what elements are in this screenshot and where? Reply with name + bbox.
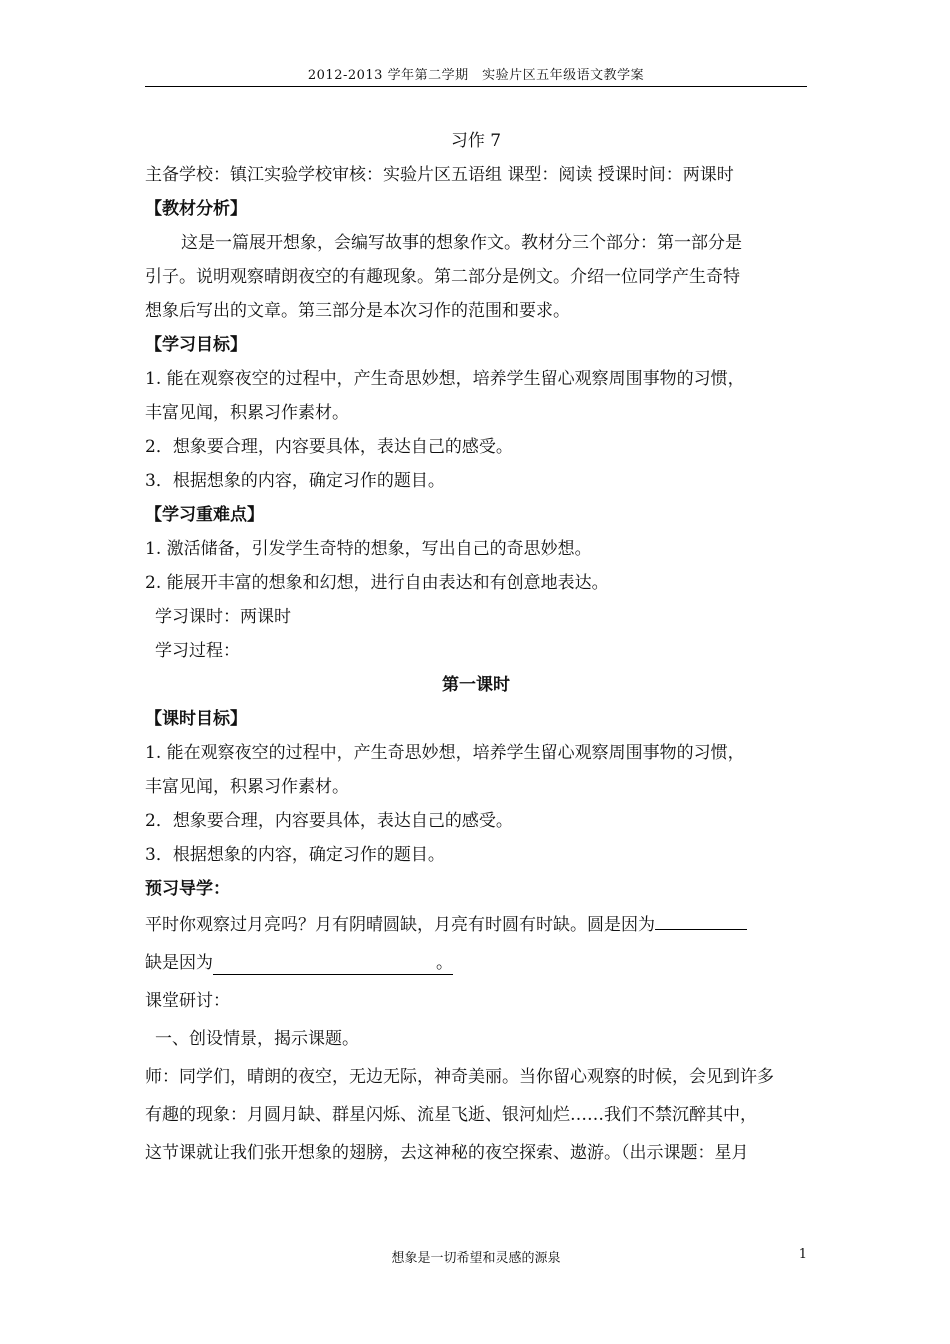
lesson-goals-heading: 【课时目标】 — [145, 709, 247, 729]
blank-end-mark: 。 — [436, 953, 453, 973]
preview-text: 缺是因为 — [145, 953, 213, 973]
fill-blank[interactable] — [655, 907, 747, 930]
preview-line — [145, 944, 807, 982]
fill-blank[interactable] — [213, 952, 453, 975]
preview-heading: 预习导学： — [145, 879, 230, 899]
lesson-goal-item: 3．根据想象的内容，确定习作的题目。 — [145, 845, 445, 865]
goal-item: 1. 能在观察夜空的过程中，产生奇思妙想，培养学生留心观察周围事物的习惯， — [145, 369, 745, 389]
lesson-goal-item: 1. 能在观察夜空的过程中，产生奇思妙想，培养学生留心观察周围事物的习惯， — [145, 743, 745, 763]
analysis-line: 引子。说明观察晴朗夜空的有趣现象。第二部分是例文。介绍一位同学产生奇特 — [145, 267, 740, 287]
doc-title: 习作 7 — [450, 131, 502, 151]
study-hours: 学习课时：两课时 — [155, 607, 291, 627]
teacher-line: 有趣的现象：月圆月缺、群星闪烁、流星飞逝、银河灿烂……我们不禁沉醉其中， — [145, 1105, 757, 1125]
goal-item: 丰富见闻，积累习作素材。 — [145, 403, 349, 423]
goals-heading: 【学习目标】 — [145, 335, 247, 355]
teacher-line: 师：同学们，晴朗的夜空，无边无际，神奇美丽。当你留心观察的时候，会见到许多 — [145, 1067, 774, 1087]
document-body — [145, 124, 807, 1172]
lesson-goal-item: 丰富见闻，积累习作素材。 — [145, 777, 349, 797]
key-points-heading: 【学习重难点】 — [145, 505, 264, 525]
page-number: 1 — [798, 1247, 807, 1262]
preview-line — [145, 906, 807, 944]
doc-meta: 主备学校：镇江实验学校审核：实验片区五语组 课型：阅读 授课时间：两课时 — [145, 165, 734, 185]
page-header: 2012-2013 学年第二学期 实验片区五年级语文教学案 — [307, 68, 645, 83]
analysis-line: 想象后写出的文章。第三部分是本次习作的范围和要求。 — [145, 301, 570, 321]
footer-motto: 想象是一切希望和灵感的源泉 — [391, 1251, 561, 1266]
class-study-label: 课堂研讨： — [145, 991, 230, 1011]
goal-item: 2．想象要合理，内容要具体，表达自己的感受。 — [145, 437, 513, 457]
header-rule — [145, 86, 807, 87]
key-point-item: 1. 激活储备，引发学生奇特的想象，写出自己的奇思妙想。 — [145, 539, 592, 559]
section-heading: 一、创设情景，揭示课题。 — [155, 1029, 359, 1049]
study-process: 学习过程： — [155, 641, 240, 661]
key-point-item: 2. 能展开丰富的想象和幻想，进行自由表达和有创意地表达。 — [145, 573, 609, 593]
lesson-goal-item: 2．想象要合理，内容要具体，表达自己的感受。 — [145, 811, 513, 831]
goal-item: 3．根据想象的内容，确定习作的题目。 — [145, 471, 445, 491]
analysis-line: 这是一篇展开想象，会编写故事的想象作文。教材分三个部分：第一部分是 — [181, 233, 742, 253]
lesson-title: 第一课时 — [442, 675, 510, 695]
preview-text: 平时你观察过月亮吗？月有阴晴圆缺，月亮有时圆有时缺。圆是因为 — [145, 915, 655, 935]
analysis-heading: 【教材分析】 — [145, 199, 247, 219]
teacher-line: 这节课就让我们张开想象的翅膀，去这神秘的夜空探索、遨游。（出示课题：星月 — [145, 1143, 749, 1163]
